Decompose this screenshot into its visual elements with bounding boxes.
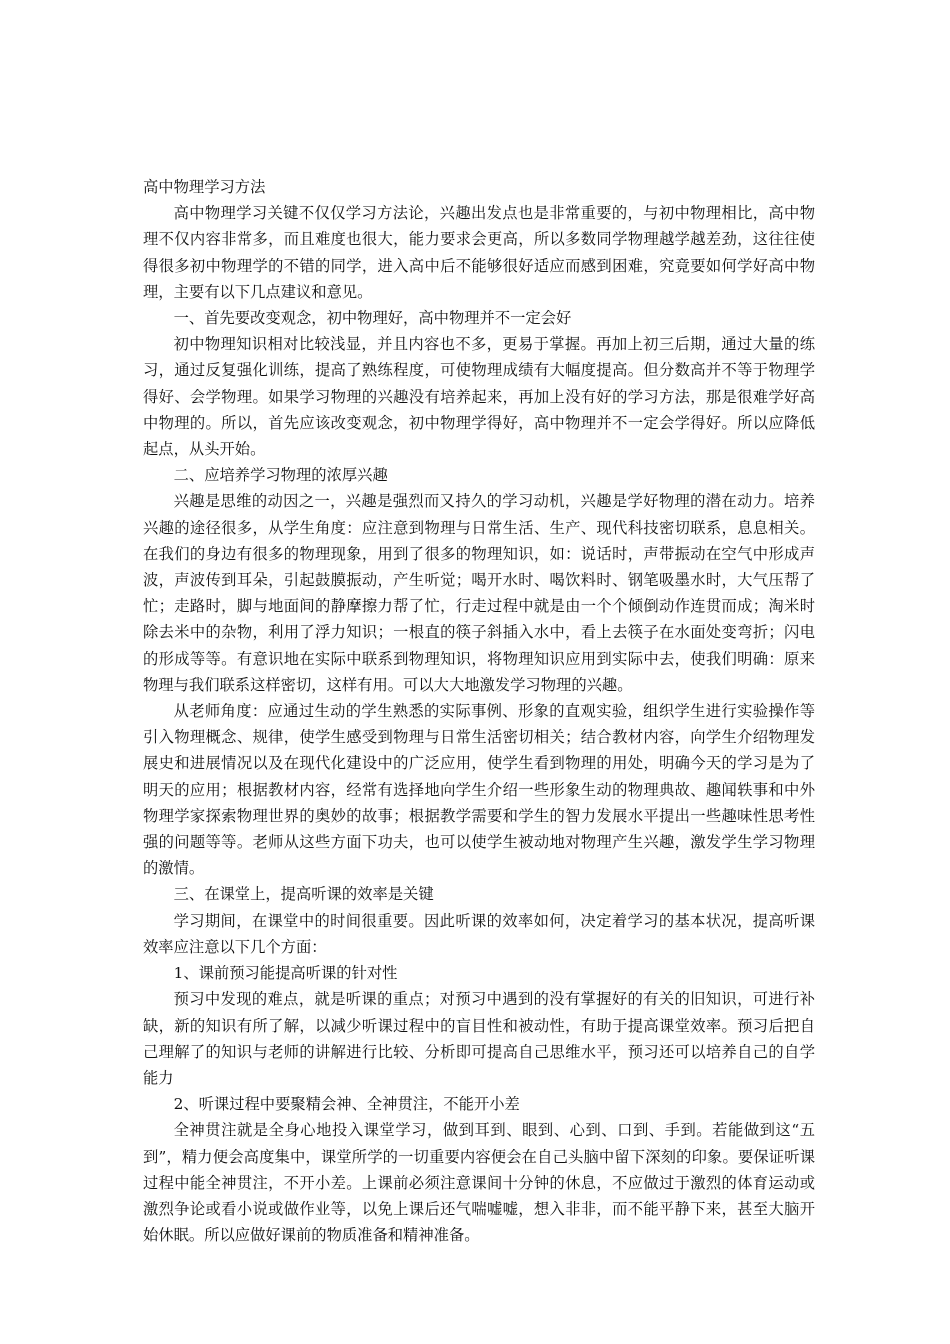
document-title: 高中物理学习方法 (143, 178, 266, 196)
section-heading-2: 二、应培养学习物理的浓厚兴趣 (173, 466, 388, 485)
section-heading-1: 一、首先要改变观念，初中物理好，高中物理并不一定会好 (173, 309, 572, 328)
section-3-paragraph: 学习期间，在课堂中的时间很重要。因此听课的效率如何，决定着学习的基本状况，提高听课效率应注意以下几个方面： (143, 911, 815, 956)
subsection-2-paragraph: 全神贯注就是全身心地投入课堂学习，做到耳到、眼到、心到、口到、手到。若能做到这“五到”，精力便会高度集中，课堂所学的一切重要内容便会在自己头脑中留下深刻的印象。要保证听课过程中能全神贯注，不开小差。上课前必须注意课间十分钟的休息，不应做过于激烈的体育运动或激烈争论或看小说或做作业等，以免上课后还气喘嘘嘘，想入非非，而不能平静下来，甚至大脑开始休眠。所以应做好课前的物质准备和精神准备。 (143, 1121, 815, 1245)
subsection-heading-2: 2、听课过程中要聚精会神、全神贯注，不能开小差 (173, 1095, 520, 1114)
intro-paragraph: 高中物理学习关键不仅仅学习方法论，兴趣出发点也是非常重要的，与初中物理相比，高中物理不仅内容非常多，而且难度也很大，能力要求会更高，所以多数同学物理越学越差劲，这往往使得很多初中物理学的不错的同学，进入高中后不能够很好适应而感到困难，究竟要如何学好高中物理，主要有以下几点建议和意见。 (143, 204, 815, 301)
subsection-1-paragraph: 预习中发现的难点，就是听课的重点；对预习中遇到的没有掌握好的有关的旧知识，可进行补缺，新的知识有所了解，以减少听课过程中的盲目性和被动性，有助于提高课堂效率。预习后把自己理解了的知识与老师的讲解进行比较、分析即可提高自己思维水平，预习还可以培养自己的自学能力 (143, 990, 815, 1087)
section-heading-3: 三、在课堂上，提高听课的效率是关键 (173, 885, 434, 904)
subsection-heading-1: 1、课前预习能提高听课的针对性 (173, 964, 398, 983)
section-2-paragraph-teacher: 从老师角度：应通过生动的学生熟悉的实际事例、形象的直观实验，组织学生进行实验操作等引入物理概念、规律，使学生感受到物理与日常生活密切相关；结合教材内容，向学生介绍物理发展史和进展情况以及在现代化建设中的广泛应用，使学生看到物理的用处，明确今天的学习是为了明天的应用；根据教材内容，经常有选择地向学生介绍一些形象生动的物理典故、趣闻轶事和中外物理学家探索物理世界的奥妙的故事；根据教学需要和学生的智力发展水平提出一些趣味性思考性强的问题等等。老师从这些方面下功夫，也可以使学生被动地对物理产生兴趣，激发学生学习物理的激情。 (143, 702, 815, 878)
section-1-paragraph: 初中物理知识相对比较浅显，并且内容也不多，更易于掌握。再加上初三后期，通过大量的练习，通过反复强化训练，提高了熟练程度，可使物理成绩有大幅度提高。但分数高并不等于物理学得好、会学物理。如果学习物理的兴趣没有培养起来，再加上没有好的学习方法，那是很难学好高中物理的。所以，首先应该改变观念，初中物理学得好，高中物理并不一定会学得好。所以应降低起点，从头开始。 (143, 335, 815, 459)
section-2-paragraph-student: 兴趣是思维的动因之一，兴趣是强烈而又持久的学习动机，兴趣是学好物理的潜在动力。培养兴趣的途径很多，从学生角度：应注意到物理与日常生活、生产、现代科技密切联系，息息相关。在我们的身边有很多的物理现象，用到了很多的物理知识，如：说话时，声带振动在空气中形成声波，声波传到耳朵，引起鼓膜振动，产生听觉；喝开水时、喝饮料时、钢笔吸墨水时，大气压帮了忙；走路时，脚与地面间的静摩擦力帮了忙，行走过程中就是由一个个倾倒动作连贯而成；淘米时除去米中的杂物，利用了浮力知识；一根直的筷子斜插入水中，看上去筷子在水面处变弯折；闪电的形成等等。有意识地在实际中联系到物理知识，将物理知识应用到实际中去，使我们明确：原来物理与我们联系这样密切，这样有用。可以大大地激发学习物理的兴趣。 (143, 492, 815, 694)
document-page (143, 174, 815, 1248)
